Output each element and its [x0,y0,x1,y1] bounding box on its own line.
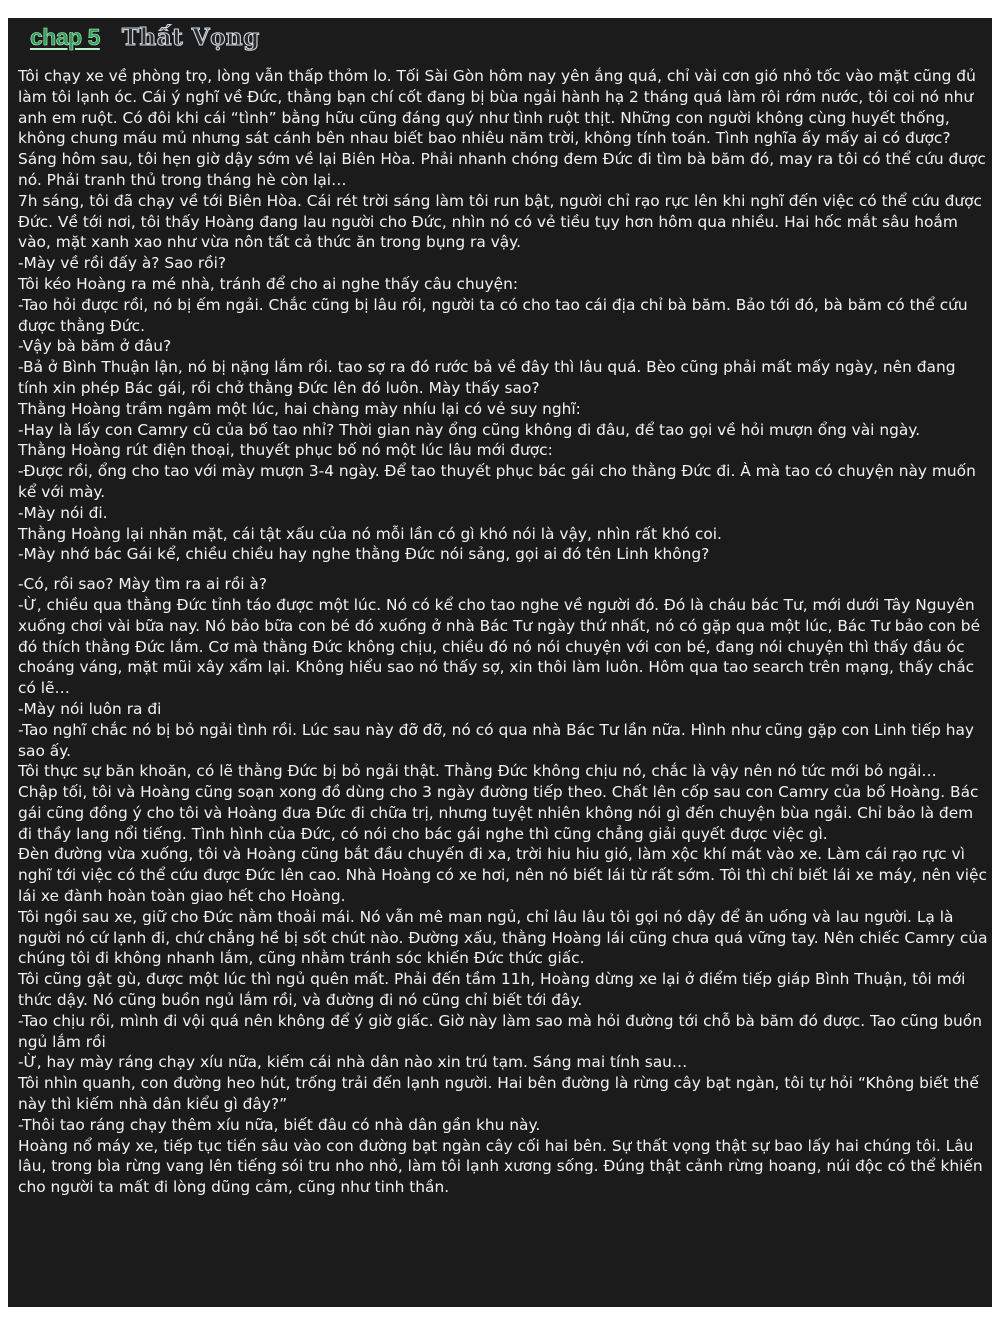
paragraph: Tôi ngồi sau xe, giữ cho Đức nằm thoải mái. Nó vẫn mê man ngủ, chỉ lâu lâu tôi gọi nó dậy để ăn uống và lau người. Lạ là người nó cứ lạnh đi, chứ chẳng hề bị sốt chút nào. Đường xấu, thằng Hoàng lái cũng chưa quá vững tay. Nên chiếc Camry của chúng tôi đi không nhanh lắm, cũng nhằm tránh sóc khiến Đức thức giấc. [18,907,988,968]
paragraph: -Có, rồi sao? Mày tìm ra ai rồi à? [18,575,268,594]
paragraph: Thằng Hoàng lại nhăn mặt, cái tật xấu của nó mỗi lần có gì khó nói là vậy, nhìn rất khó coi. [18,524,722,543]
chapter-number: chap 5 [30,24,100,50]
paragraph: Hoàng nổ máy xe, tiếp tục tiến sâu vào con đường bạt ngàn cây cối hai bên. Sự thất vọng thật sự bao lấy hai chúng tôi. Lâu lâu, trong bìa rừng vang lên tiếng sói tru nho nhỏ, làm tôi lạnh xương sống. Đúng thật cảnh rừng hoang, núi độc có thể khiến cho người ta mất đi lòng dũng cảm, cũng như tinh thần. [18,1136,983,1197]
paragraph: -Hay là lấy con Camry cũ của bố tao nhỉ? Thời gian này ổng cũng không đi đâu, để tao gọi về hỏi mượn ổng vài ngày. [18,420,921,439]
paragraph: -Tao chịu rồi, mình đi vội quá nên không để ý giờ giấc. Giờ này làm sao mà hỏi đường tới chỗ bà băm đó được. Tao cũng buồn ngủ lắm rồi [18,1011,982,1051]
paragraph: -Ừ, hay mày ráng chạy xíu nữa, kiếm cái nhà dân nào xin trú tạm. Sáng mai tính sau… [18,1053,688,1072]
paragraph: -Ừ, chiều qua thằng Đức tỉnh táo được một lúc. Nó có kể cho tao nghe về người đó. Đó là cháu bác Tư, mới dưới Tây Nguyên xuống chơi vài bữa nay. Nó bảo bữa con bé đó xuống ở nhà Bác Tư ngày thứ nhất, nó có gặp qua một lúc, Bác Tư bảo con bé đó thích thằng Đức lắm. Cơ mà thằng Đức không chịu, chiều đó nó nói chuyện với con bé, đang nói chuyện thì thấy đầu óc choáng váng, mặt mũi xây xẩm lại. Không hiểu sao nó thấy sợ, xin thôi làm luôn. Hôm qua tao search trên mạng, thấy chắc có lẽ… [18,595,981,698]
paragraph: -Mày nói đi. [18,503,108,522]
paragraph: -Vậy bà băm ở đâu? [18,337,172,356]
paragraph: Tôi cũng gật gù, được một lúc thì ngủ quên mất. Phải đến tầm 11h, Hoàng dừng xe lại ở điểm tiếp giáp Bình Thuận, tôi mới thức dậy. Nó cũng buồn ngủ lắm rồi, và đường đi nó cũng chỉ biết tới đây. [18,970,966,1010]
paragraph: 7h sáng, tôi đã chạy về tới Biên Hòa. Cái rét trời sáng làm tôi run bật, người chỉ rạo rực lên khi nghĩ đến việc có thể cứu được Đức. Về tới nơi, tôi thấy Hoàng đang lau người cho Đức, nhìn nó có vẻ tiều tụy hơn hôm qua nhiều. Hai hốc mắt sâu hoắm vào, mặt xanh xao như vừa nôn tất cả thức ăn trong bụng ra vậy. [18,191,983,252]
paragraph: Tôi kéo Hoàng ra mé nhà, tránh để cho ai nghe thấy câu chuyện: [18,274,519,293]
paragraph: Tôi chạy xe về phòng trọ, lòng vẫn thấp thỏm lo. Tối Sài Gòn hôm nay yên ắng quá, chỉ vài cơn gió nhỏ tốc vào mặt cũng đủ làm tôi lạnh óc. Cái ý nghĩ về Đức, thằng bạn chí cốt đang bị bùa ngải hành hạ 2 tháng quá làm rôi rớm nước, tôi coi nó như anh em ruột. Có đôi khi cái “tình” bằng hữu cũng đáng quý như tình ruột thịt. Những con người không cùng huyết thống, không chung máu mủ nhưng sát cánh bên nhau biết bao nhiêu năm trời, không tính toán. Tình nghĩa ấy mấy ai có được? [18,67,976,148]
paragraph: Tôi thực sự băn khoăn, có lẽ thằng Đức bị bỏ ngải thật. Thằng Đức không chịu nó, chắc là vậy nên nó tức mới bỏ ngải… [18,762,937,781]
paragraph: -Thôi tao ráng chạy thêm xíu nữa, biết đâu có nhà dân gần khu này. [18,1115,541,1134]
paragraph: -Mày nhớ bác Gái kể, chiều chiều hay nghe thằng Đức nói sảng, gọi ai đó tên Linh không? [18,545,710,564]
paragraph: Sáng hôm sau, tôi hẹn giờ dậy sớm về lại Biên Hòa. Phải nhanh chóng đem Đức đi tìm bà băm đó, may ra tôi có thể cứu được nó. Phải tranh thủ trong tháng hè còn lại… [18,150,986,189]
paragraph: Chập tối, tôi và Hoàng cũng soạn xong đồ dùng cho 3 ngày đường tiếp theo. Chất lên cốp sau con Camry của bố Hoàng. Bác gái cũng đồng ý cho tôi và Hoàng đưa Đức đi chữa trị, nhưng tuyệt nhiên không nói gì đến chuyện bùa ngải. Chỉ bảo là đem đi thầy lang nổi tiếng. Tình hình của Đức, có nói cho bác gái nghe thì cũng chẳng giải quyết được việc gì. [18,783,979,843]
paragraph: -Được rồi, ổng cho tao với mày mượn 3-4 ngày. Để tao thuyết phục bác gái cho thằng Đức đi. À mà tao có chuyện này muốn kể với mày. [18,462,976,501]
paragraph: Thằng Hoàng rút điện thoại, thuyết phục bố nó một lúc lâu mới được: [18,441,553,460]
paragraph: Đèn đường vừa xuống, tôi và Hoàng cũng bắt đầu chuyến đi xa, trời hiu hiu gió, làm xộc khí mát vào xe. Làm cái rạo rực vì nghĩ tới việc có thể cứu được Đức lên cao. Nhà Hoàng có xe hơi, nên nó biết lái từ rất sớm. Tôi thì chỉ biết lái xe máy, nên việc lái xe đành hoàn toàn giao hết cho Hoàng. [18,845,987,906]
paragraph: -Tao nghĩ chắc nó bị bỏ ngải tình rồi. Lúc sau này đỡ đỡ, nó có qua nhà Bác Tư lần nữa. Hình như cũng gặp con Linh tiếp hay sao ấy. [18,720,975,760]
paragraph: -Mày nói luôn ra đi [18,699,162,718]
paragraph: -Bả ở Bình Thuận lận, nó bị nặng lắm rồi. tao sợ ra đó rước bả về đây thì lâu quá. Bèo cũng phải mất mấy ngày, nên đang tính xin phép Bác gái, rồi chở thằng Đức lên đó luôn. Mày thấy sao? [18,358,956,397]
paragraph: -Tao hỏi được rồi, nó bị ếm ngải. Chắc cũng bị lâu rồi, người ta có cho tao cái địa chỉ bà băm. Bảo tới đó, bà băm có thể cứu được thằng Đức. [18,295,968,335]
paragraph: Tôi nhìn quanh, con đường heo hút, trống trải đến lạnh người. Hai bên đường là rừng cây bạt ngàn, tôi tự hỏi “Không biết thế này thì kiếm nhà dân kiểu gì đây?” [18,1074,979,1114]
paragraph: Thằng Hoàng trầm ngâm một lúc, hai chàng mày nhíu lại có vẻ suy nghĩ: [18,399,581,418]
story-page [8,18,992,1307]
chapter-title: Thất Vọng [121,24,260,51]
chapter-header [30,24,260,58]
story-text [18,66,988,1198]
paragraph: -Mày về rồi đấy à? Sao rồi? [18,254,227,273]
